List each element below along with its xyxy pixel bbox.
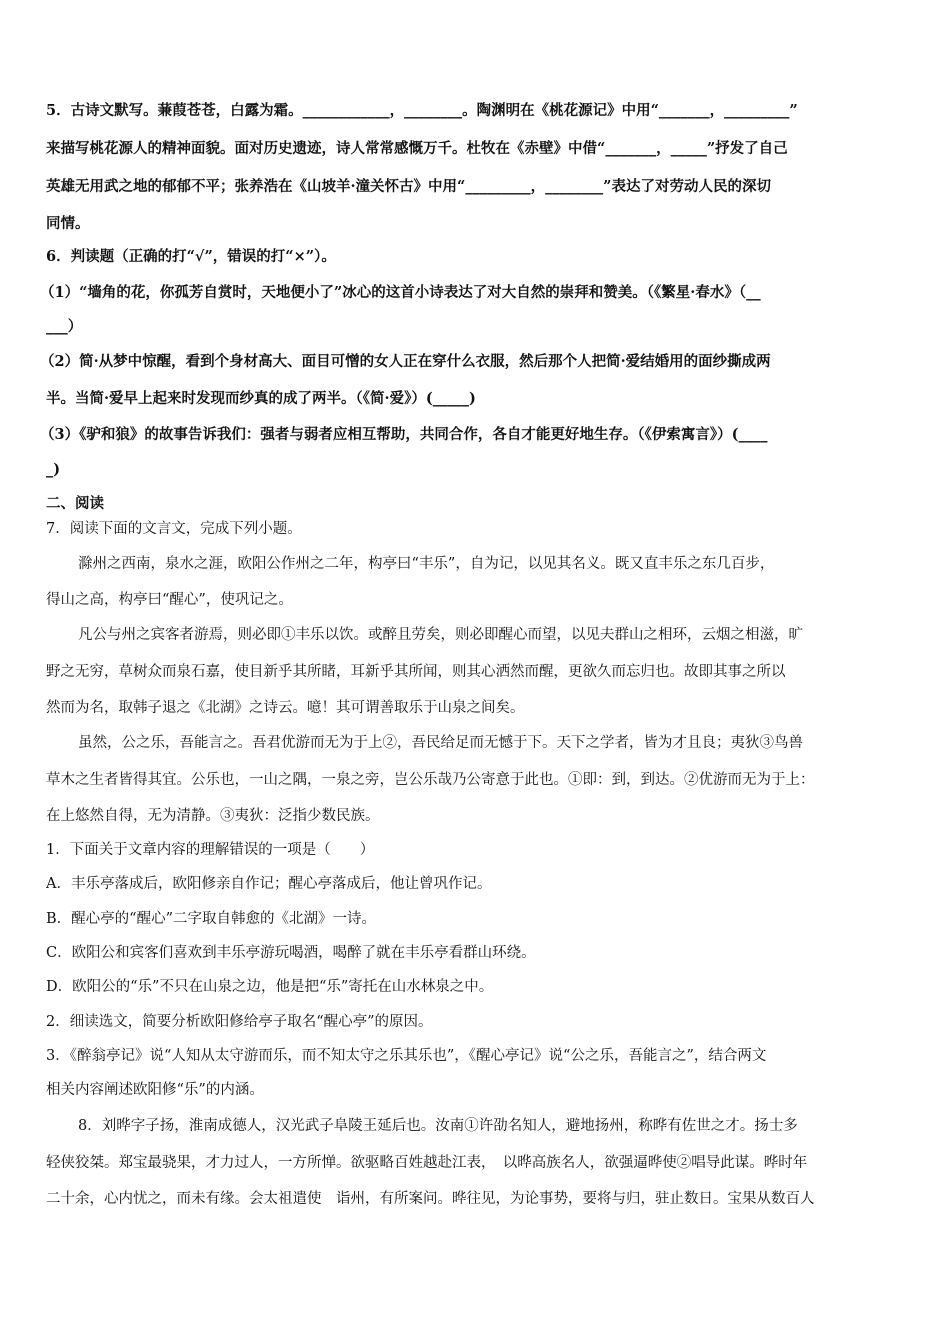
q7-option-d: D．欧阳公的“乐”不只在山泉之边，他是把“乐”寄托在山水林泉之中。 <box>46 979 494 995</box>
q5-line-4: 同情。 <box>46 215 90 232</box>
q7-passage-p3-line-3: 在上悠然自得，无为清静。③夷狄：泛指少数民族。 <box>46 808 380 824</box>
q6-item-3-line-2: _) <box>46 461 61 478</box>
q6-item-1-line-2: ___） <box>46 318 83 335</box>
q7-option-a: A．丰乐亭落成后，欧阳修亲自作记；醒心亭落成后，他让曾巩作记。 <box>46 876 492 892</box>
q7-sub-question-3-line-1: 3．《醉翁亭记》说“人知从太守游而乐，而不知太守之乐其乐也”，《醒心亭记》说“公之乐，吾能言之”，结合两文 <box>46 1048 767 1064</box>
q7-option-c: C．欧阳公和宾客们喜欢到丰乐亭游玩喝酒，喝醉了就在丰乐亭看群山环绕。 <box>46 945 536 961</box>
q6-item-2-line-1: （2）简·从梦中惊醒，看到个身材高大、面目可憎的女人正在穿什么衣服，然后那个人把简·爱结婚用的面纱撕成两 <box>40 353 771 370</box>
q8-passage-line-1: 8．刘晔字子扬，淮南成德人，汉光武子阜陵王延后也。汝南①许劭名知人，避地扬州，称晔有佐世之才。扬士多 <box>78 1118 798 1134</box>
q7-passage-p1-line-2: 得山之高，构亭曰“醒心”，使巩记之。 <box>46 592 293 608</box>
q7-sub-question-2: 2．细读选文，简要分析欧阳修给亭子取名“醒心亭”的原因。 <box>46 1014 433 1030</box>
q7-passage-p3-line-2: 草木之生者皆得其宜。公乐也，一山之隅，一泉之旁，岂公乐哉乃公寄意于此也。①即：到，到达。②优游而无为于上： <box>46 772 815 788</box>
q6-item-3-line-1: （3）《驴和狼》的故事告诉我们：强者与弱者应相互帮助，共同合作，各自才能更好地生存。（《伊索寓言》）(____ <box>40 426 768 443</box>
q6-item-2-line-2: 半。当简·爱早上起来时发现而纱真的成了两半。（《简·爱》）(_____) <box>46 390 476 407</box>
q7-sub-question-3-line-2: 相关内容阐述欧阳修“乐”的内涵。 <box>46 1082 264 1098</box>
q5-line-1: 5．古诗文默写。蒹葭苍苍，白露为霜。____________，________。陶渊明在《桃花源记》中用“_______，_________” <box>46 102 798 119</box>
q8-passage-line-2: 轻侠狡桀。郑宝最骁果，才力过人，一方所惮。欲驱略百姓越赴江表， 以晔高族名人，欲强逼晔使②唱导此谋。晔时年 <box>46 1155 808 1171</box>
q7-title: 7．阅读下面的文言文，完成下列小题。 <box>46 521 302 537</box>
q6-item-1-line-1: （1）“墙角的花，你孤芳自赏时，天地便小了”冰心的这首小诗表达了对大自然的崇拜和赞美。（《繁星·春水》（__ <box>40 284 761 301</box>
q5-line-3: 英雄无用武之地的郁郁不平；张养浩在《山坡羊·潼关怀古》中用“_________，________”表达了对劳动人民的深切 <box>46 178 771 195</box>
section-heading-reading: 二、阅读 <box>46 495 104 512</box>
q7-passage-p2-line-3: 然而为名，取韩子退之《北湖》之诗云。噫！其可谓善取乐于山泉之间矣。 <box>46 700 525 716</box>
q7-passage-p1-line-1: 滁州之西南，泉水之涯，欧阳公作州之二年，构亭曰“丰乐”，自为记，以见其名义。既又直丰乐之东几百步， <box>78 556 775 572</box>
q7-passage-p3-line-1: 虽然，公之乐，吾能言之。吾君优游而无为于上②，吾民给足而无憾于下。天下之学者，皆为才且良；夷狄③鸟兽 <box>78 735 803 751</box>
q7-passage-p2-line-2: 野之无穷，草树众而泉石嘉，使目新乎其所睹，耳新乎其所闻，则其心洒然而醒，更欲久而忘归也。故即其事之所以 <box>46 664 786 680</box>
q8-passage-line-3: 二十余，心内忧之，而未有缘。会太祖遣使 诣州，有所案问。晔往见，为论事势，要将与归，驻止数日。宝果从数百人 <box>46 1191 815 1207</box>
q7-passage-p2-line-1: 凡公与州之宾客者游焉，则必即①丰乐以饮。或醉且劳矣，则必即醒心而望，以见夫群山之相环，云烟之相滋，旷 <box>78 627 803 643</box>
q7-sub-question-1: 1．下面关于文章内容的理解错误的一项是（ ） <box>46 842 375 858</box>
q6-title: 6．判读题（正确的打“√”，错误的打“×”）。 <box>46 248 336 265</box>
q5-line-2: 来描写桃花源人的精神面貌。面对历史遗迹，诗人常常感慨万千。杜牧在《赤壁》中借“_______，_____”抒发了自己 <box>46 140 788 157</box>
q7-option-b: B．醒心亭的“醒心”二字取自韩愈的《北湖》一诗。 <box>46 911 376 927</box>
